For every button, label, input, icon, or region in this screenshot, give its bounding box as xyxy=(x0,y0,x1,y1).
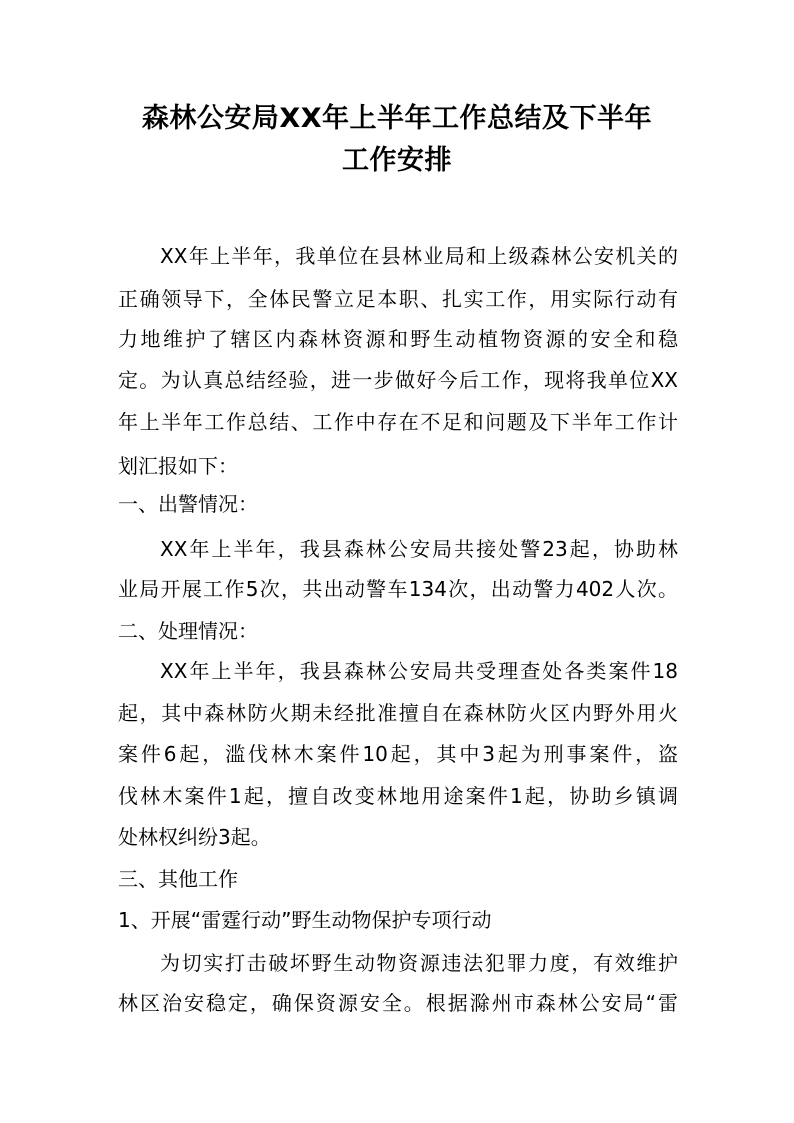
paragraph-line: 正确领导下，全体民警立足本职、扎实工作，用实际行动有 xyxy=(118,287,678,311)
document-title-line-1: 森林公安局XX年上半年工作总结及下半年 xyxy=(141,103,653,134)
paragraph-line: 定。为认真总结经验，进一步做好今后工作，现将我单位XX xyxy=(118,368,678,392)
subsection-heading: 1、开展“雷霆行动”野生动物保护专项行动 xyxy=(118,908,492,932)
paragraph-line: 划汇报如下： xyxy=(118,454,238,478)
section-heading: 二、处理情况： xyxy=(118,619,258,643)
paragraph-line: XX年上半年，我县森林公安局共接处警23起，协助林 xyxy=(160,537,678,561)
paragraph-line: 伐林木案件1起，擅自改变林地用途案件1起，协助乡镇调 xyxy=(118,784,678,808)
paragraph-line: 处林权纠纷3起。 xyxy=(118,825,271,849)
paragraph-line: 力地维护了辖区内森林资源和野生动植物资源的安全和稳 xyxy=(118,327,678,351)
paragraph-line: 为切实打击破坏野生动物资源违法犯罪力度，有效维护 xyxy=(160,951,678,975)
document-title-line-2: 工作安排 xyxy=(342,145,452,176)
paragraph-line: XX年上半年，我县森林公安局共受理查处各类案件18 xyxy=(160,659,678,683)
paragraph-line: 起，其中森林防火期未经批准擅自在森林防火区内野外用火 xyxy=(118,701,678,725)
paragraph-line: 案件6起，滥伐林木案件10起，其中3起为刑事案件，盗 xyxy=(118,742,678,766)
section-heading: 一、出警情况： xyxy=(118,492,258,516)
section-heading: 三、其他工作 xyxy=(118,867,238,891)
paragraph-line: 年上半年工作总结、工作中存在不足和问题及下半年工作计 xyxy=(118,410,678,434)
paragraph-line: 业局开展工作5次，共出动警车134次，出动警力402人次。 xyxy=(118,577,678,601)
paragraph-line: 林区治安稳定，确保资源安全。根据滁州市森林公安局“雷 xyxy=(118,991,678,1015)
paragraph-line: XX年上半年，我单位在县林业局和上级森林公安机关的 xyxy=(160,244,678,268)
